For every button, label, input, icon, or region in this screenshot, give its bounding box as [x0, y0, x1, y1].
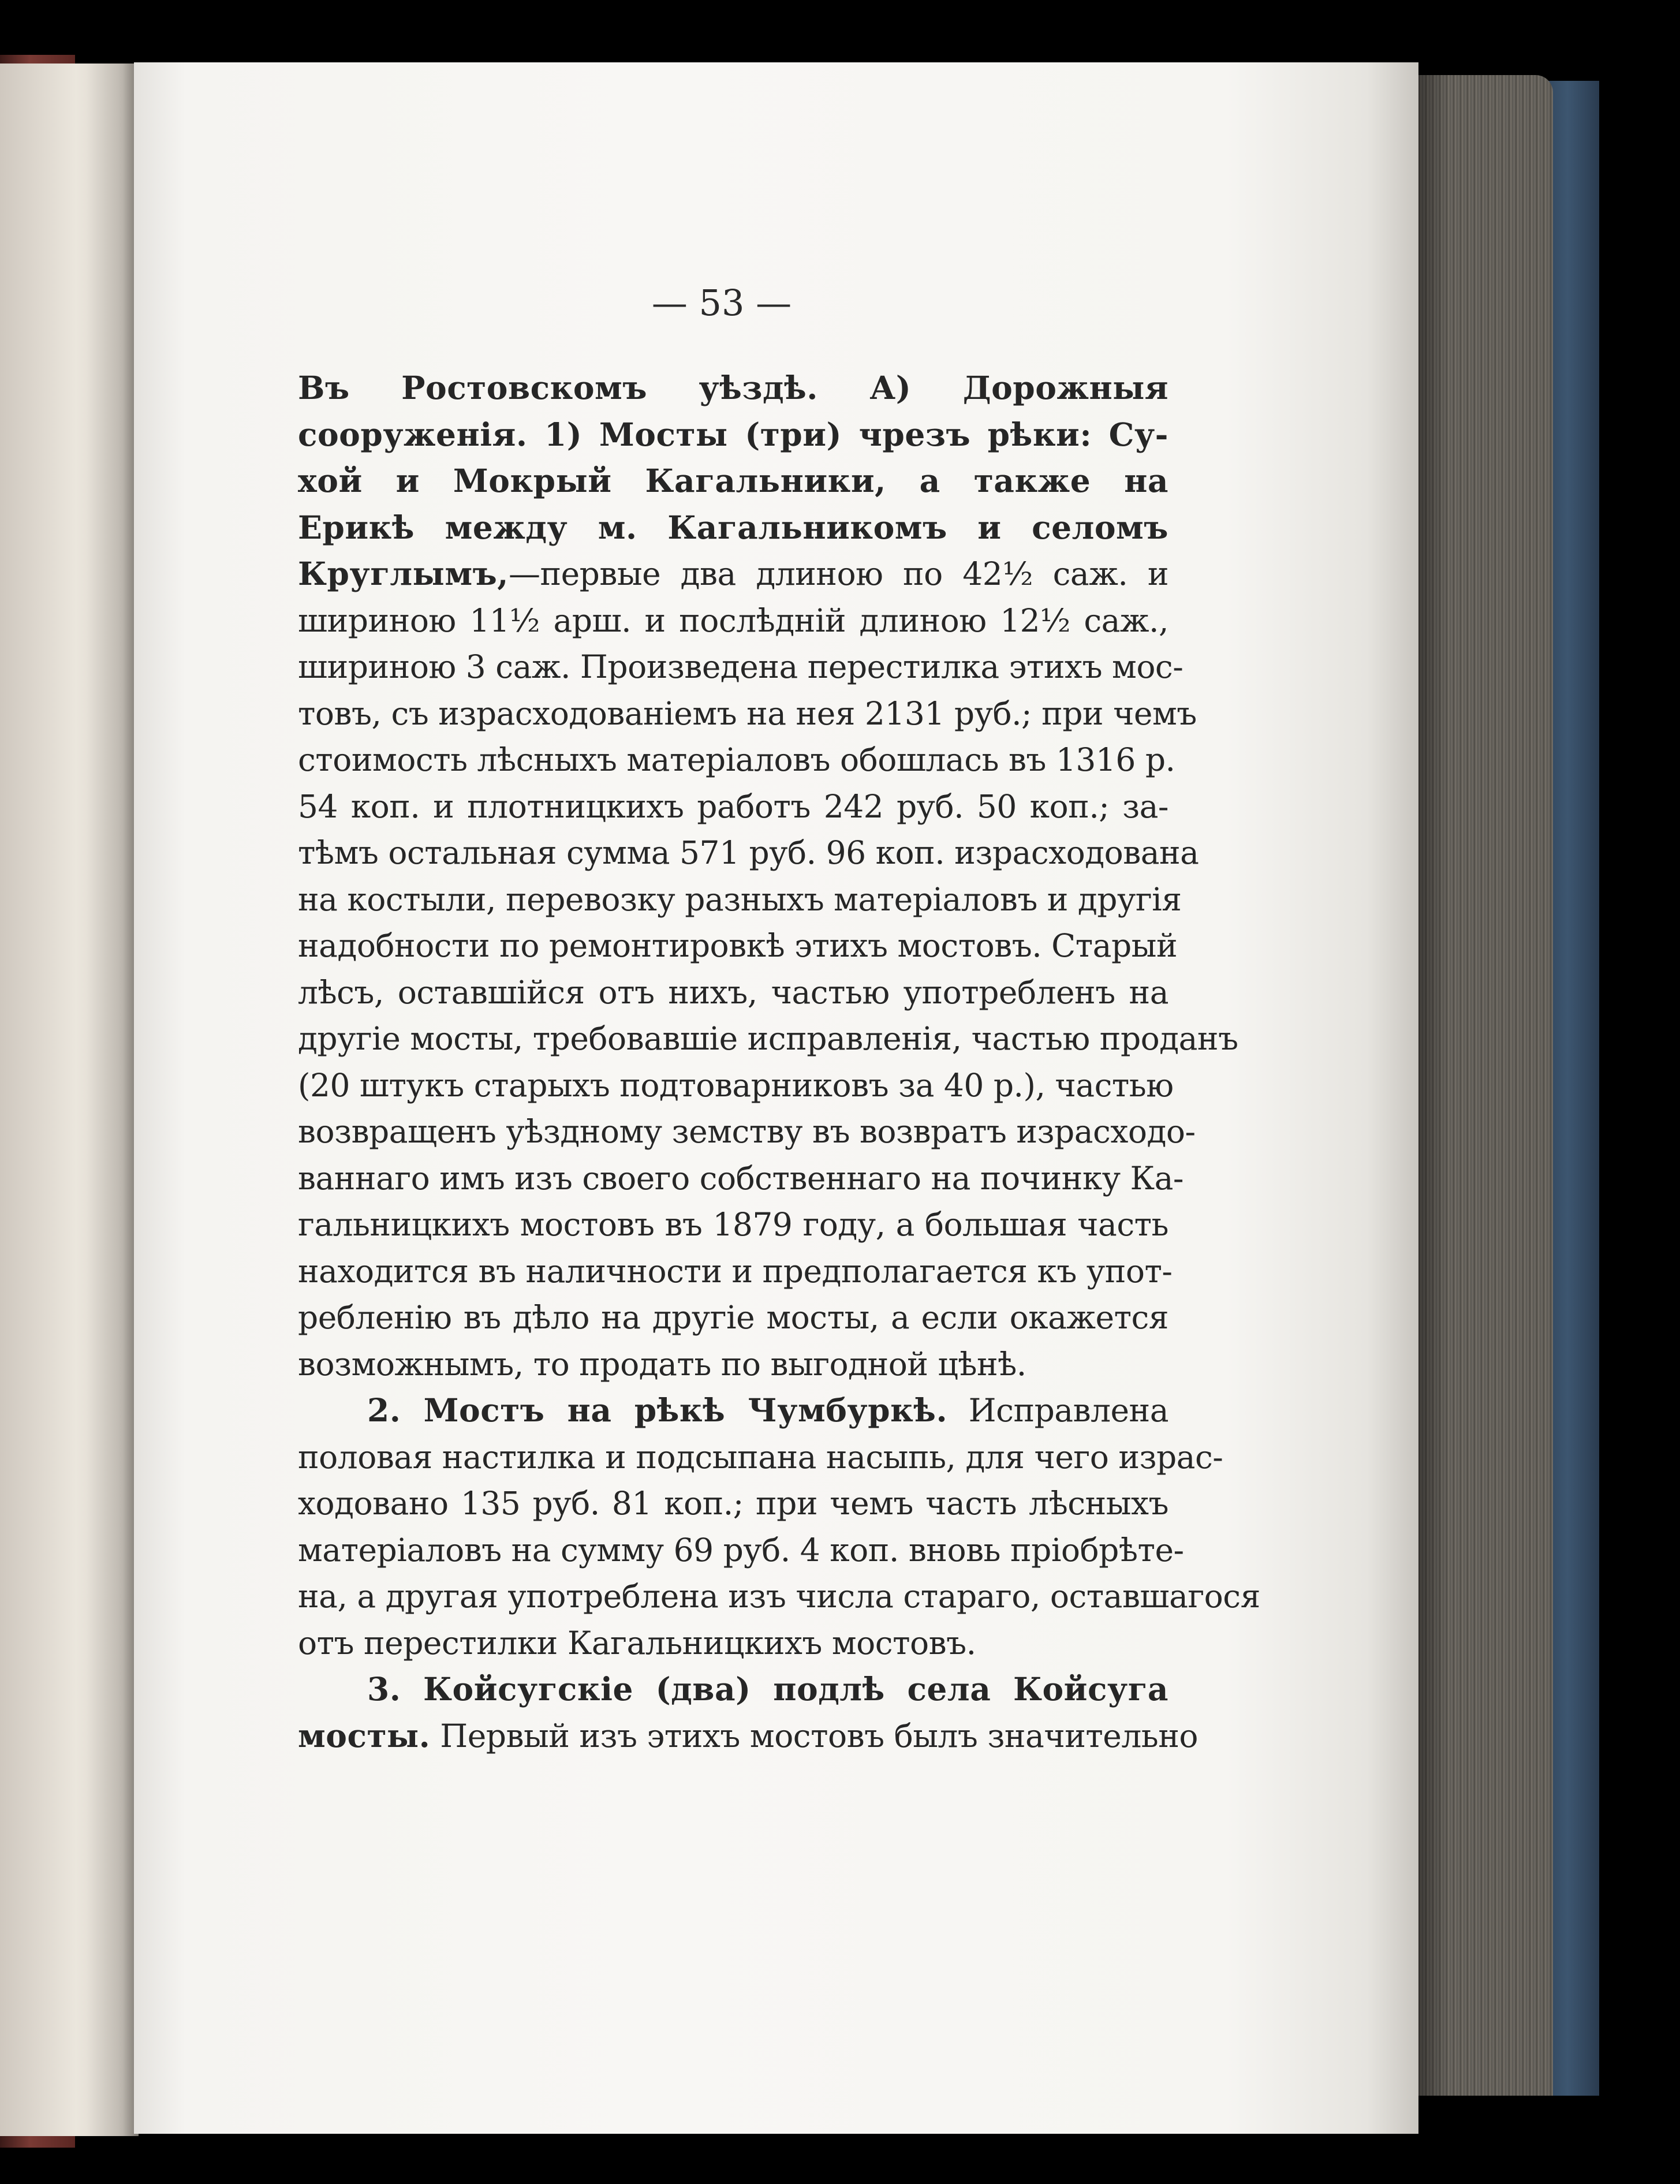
text-run: ребленію въ дѣло на другіе мосты, а если окажется [298, 1299, 1168, 1336]
text-run: товъ, съ израсходованіемъ на нея 2131 руб.; при чемъ [298, 695, 1197, 732]
text-run: Исправлена [947, 1392, 1168, 1429]
text-run: половая настилка и подсыпана насыпь, для чего израс- [298, 1438, 1223, 1476]
text-line [298, 1016, 1238, 1062]
text-run: стоимость лѣсныхъ матеріаловъ обошлась въ 1316 р. [298, 741, 1175, 778]
text-line [298, 505, 1168, 551]
bold-text-run: мосты. [298, 1716, 431, 1754]
text-run: Первый изъ этихъ мостовъ былъ значительно [430, 1717, 1198, 1754]
text-line [298, 690, 1197, 737]
text-run: лѣсъ, оставшійся отъ нихъ, частью употребленъ на [298, 973, 1168, 1011]
text-line [298, 1248, 1173, 1295]
text-line [298, 1527, 1184, 1574]
text-line [298, 598, 1168, 644]
bold-text-run: Круглымъ, [298, 555, 509, 592]
text-run: гальницкихъ мостовъ въ 1879 году, а большая часть [298, 1206, 1168, 1243]
text-run: матеріаловъ на сумму 69 руб. 4 коп. вновь пріобрѣте- [298, 1531, 1184, 1569]
text-line [298, 365, 1168, 412]
bold-text-run: 3. Койсугскіе (два) подлѣ села Койсуга [367, 1670, 1168, 1708]
text-run: отъ перестилки Кагальницкихъ мостовъ. [298, 1624, 976, 1662]
text-line [298, 1666, 1168, 1713]
text-run: —первые два длиною по 42½ саж. и [508, 555, 1168, 592]
bold-text-run: сооруженія. 1) Мосты (три) чрезъ рѣки: Су- [298, 415, 1168, 453]
text-line [298, 1480, 1168, 1527]
text-run: ваннаго имъ изъ своего собственнаго на починку Ка- [298, 1159, 1184, 1197]
bold-text-run: хой и Мокрый Кагальники, а также на [298, 462, 1168, 499]
text-line [298, 876, 1182, 923]
text-line [298, 1573, 1260, 1620]
text-line [298, 1620, 1168, 1667]
text-line [298, 1062, 1174, 1109]
text-line [298, 458, 1168, 505]
text-line [298, 1201, 1168, 1248]
bold-text-run: Ерикѣ между м. Кагальникомъ и селомъ [298, 508, 1168, 546]
text-line [298, 923, 1178, 969]
text-line [298, 969, 1168, 1016]
page-text [298, 365, 1260, 1759]
text-line [298, 830, 1199, 876]
page-number: — 53 — [651, 282, 792, 324]
text-line [298, 1108, 1196, 1155]
text-line [298, 1434, 1223, 1481]
text-run: (20 штукъ старыхъ подтоварниковъ за 40 р.), частью [298, 1066, 1174, 1104]
text-line [298, 1341, 1168, 1388]
text-run: тѣмъ остальная сумма 571 руб. 96 коп. израсходована [298, 834, 1199, 871]
text-run: находится въ наличности и предполагается къ упот- [298, 1252, 1173, 1290]
text-line [298, 644, 1184, 690]
bold-text-run: 2. Мостъ на рѣкѣ Чумбуркѣ. [367, 1391, 948, 1429]
text-run: 54 коп. и плотницкихъ работъ 242 руб. 50 коп.; за- [298, 787, 1168, 825]
text-line [298, 551, 1168, 598]
bold-text-run: Въ Ростовскомъ уѣздѣ. А) Дорожныя [298, 369, 1168, 406]
text-run: шириною 11½ арш. и послѣдній длиною 12½ саж., [298, 602, 1168, 639]
text-line [298, 1294, 1168, 1341]
text-line [298, 1155, 1184, 1202]
text-run: ходовано 135 руб. 81 коп.; при чемъ часть лѣсныхъ [298, 1485, 1168, 1522]
text-run: другіе мосты, требовавшіе исправленія, частью проданъ [298, 1020, 1238, 1057]
text-line [298, 1387, 1168, 1434]
text-line [298, 1713, 1198, 1760]
text-line [298, 737, 1175, 783]
text-run: шириною 3 саж. Произведена перестилка этихъ мос- [298, 648, 1184, 685]
text-line [298, 783, 1168, 830]
text-run: надобности по ремонтировкѣ этихъ мостовъ. Старый [298, 927, 1178, 964]
text-line [298, 412, 1168, 458]
left-page-shadow [87, 64, 139, 2136]
text-run: возвращенъ уѣздному земству въ возвратъ израсходо- [298, 1113, 1196, 1150]
text-run: возможнымъ, то продать по выгодной цѣнѣ. [298, 1345, 1026, 1383]
text-run: на костыли, перевозку разныхъ матеріаловъ и другія [298, 880, 1182, 918]
text-run: на, а другая употреблена изъ числа стараго, оставшагося [298, 1578, 1260, 1615]
